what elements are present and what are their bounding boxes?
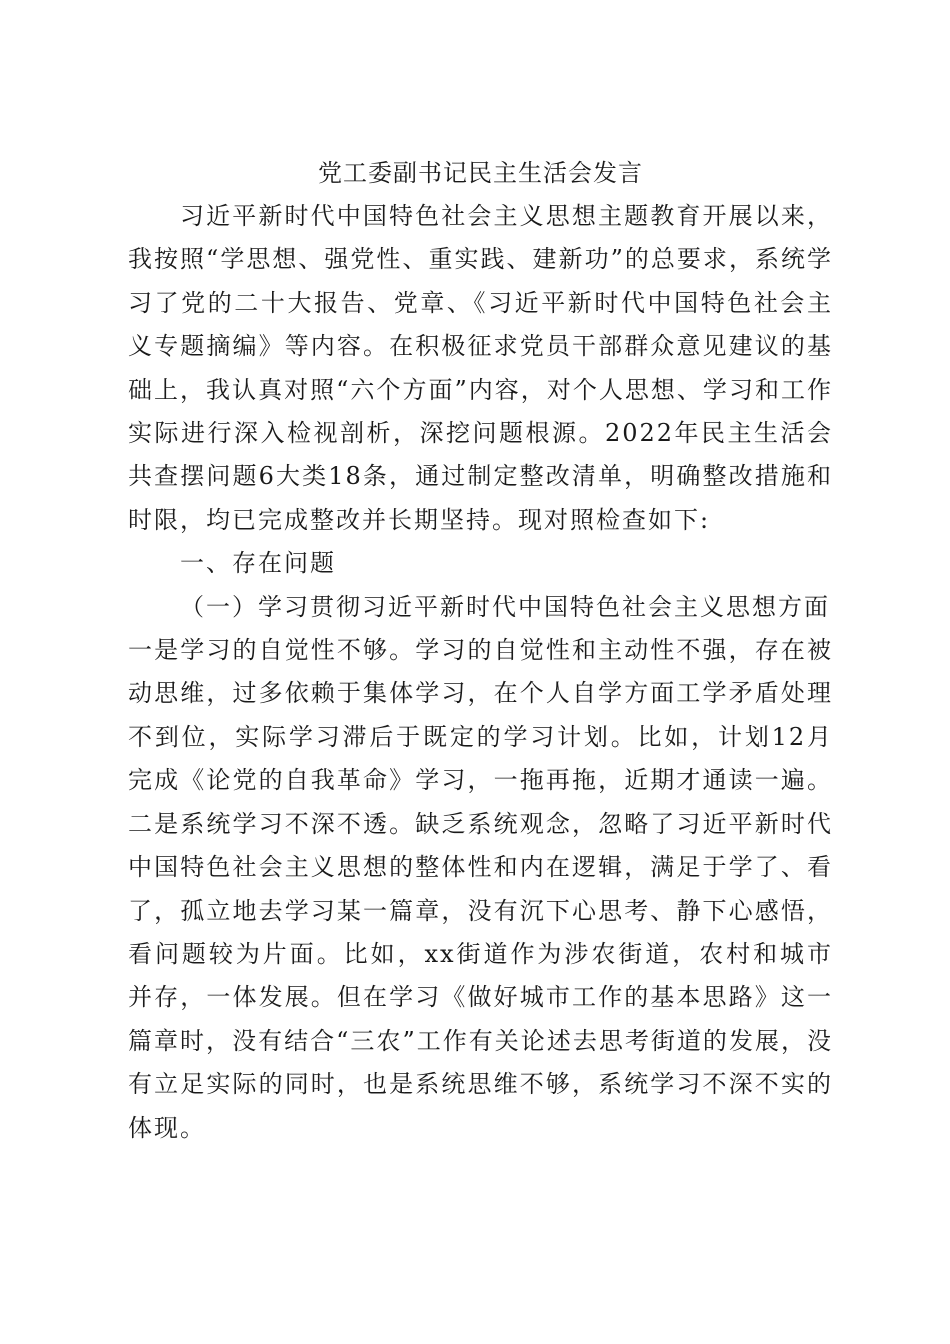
section-heading: 一、存在问题 <box>180 549 336 578</box>
subsection-heading: （一）学习贯彻习近平新时代中国特色社会主义思想方面 <box>180 592 830 621</box>
document-title: 党工委副书记民主生活会发言 <box>318 159 643 187</box>
intro-paragraph: 习近平新时代中国特色社会主义思想主题教育开展以来，我按照“学思想、强党性、重实践、建新功”的总要求，系统学习了党的二十大报告、党章、《习近平新时代中国特色社会主义专题摘编》等内容。在积极征求党员干部群众意见建议的基础上，我认真对照“六个方面”内容，对个人思想、学习和工作实际进行深入检视剖析，深挖问题根源。2022年民主生活会共查摆问题6大类18条，通过制定整改清单，明确整改措施和时限，均已完成整改并长期坚持。现对照检查如下: <box>128 202 833 534</box>
body-paragraph: 一是学习的自觉性不够。学习的自觉性和主动性不强，存在被动思维，过多依赖于集体学习，在个人自学方面工学矛盾处理不到位，实际学习滞后于既定的学习计划。比如，计划12月完成《论党的自我革命》学习，一拖再拖，近期才通读一遍。二是系统学习不深不透。缺乏系统观念，忽略了习近平新时代中国特色社会主义思想的整体性和内在逻辑，满足于学了、看了，孤立地去学习某一篇章，没有沉下心思考、静下心感悟，看问题较为片面。比如，xx街道作为涉农街道，农村和城市并存，一体发展。但在学习《做好城市工作的基本思路》这一篇章时，没有结合“三农”工作有关论述去思考街道的发展，没有立足实际的同时，也是系统思维不够，系统学习不深不实的体现。 <box>128 636 833 1142</box>
document-content <box>128 152 833 1150</box>
